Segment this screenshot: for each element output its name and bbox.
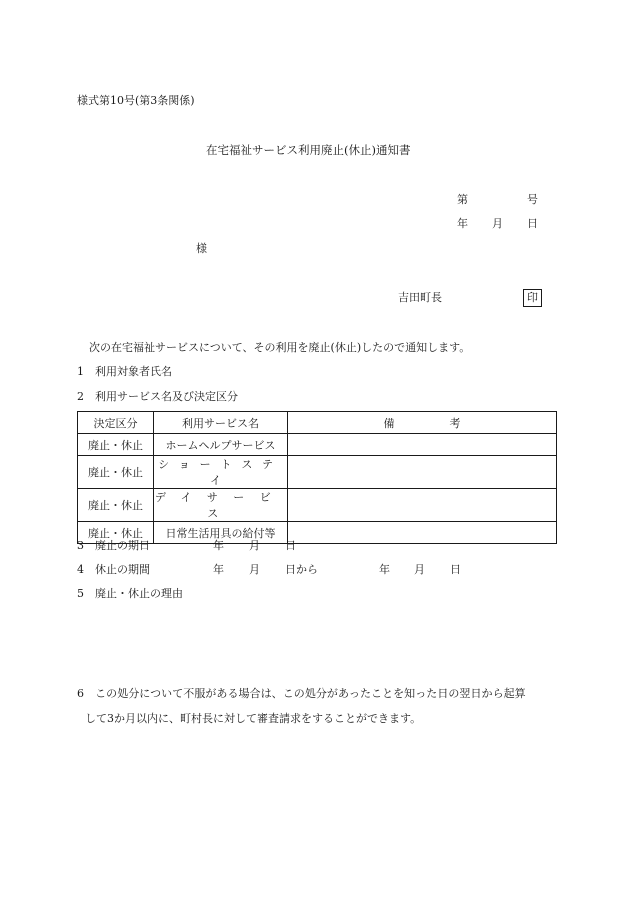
form-number: 様式第10号(第3条関係) xyxy=(77,94,195,107)
service-table xyxy=(77,411,557,544)
header-decision: 決定区分 xyxy=(78,412,154,434)
item3-year: 年 xyxy=(213,539,224,552)
cell-note xyxy=(288,456,557,489)
item4-year2: 年 xyxy=(379,563,390,576)
date-year: 年 xyxy=(457,217,468,230)
item2-label: 2 利用サービス名及び決定区分 xyxy=(77,390,238,403)
cell-decision: 廃止・休止 xyxy=(78,456,154,489)
cell-decision: 廃止・休止 xyxy=(78,489,154,522)
cell-service: ショートステイ xyxy=(154,456,288,489)
item3-month: 月 xyxy=(249,539,260,552)
seal-box: 印 xyxy=(523,289,542,307)
document-title: 在宅福祉サービス利用廃止(休止)通知書 xyxy=(206,143,411,157)
table-row xyxy=(78,456,557,489)
date-day: 日 xyxy=(527,217,538,230)
item4-day-from: 日から xyxy=(285,563,318,576)
table-row xyxy=(78,434,557,456)
table-header-row xyxy=(78,412,557,434)
item4-month2: 月 xyxy=(414,563,425,576)
doc-no-dai: 第 xyxy=(457,193,468,206)
item4-year: 年 xyxy=(213,563,224,576)
cell-note xyxy=(288,434,557,456)
item5-label: 5 廃止・休止の理由 xyxy=(77,587,183,600)
item4-label: 4 休止の期間 xyxy=(77,563,150,576)
item6-line2: して3か月以内に、町村長に対して審査請求をすることができます。 xyxy=(85,712,422,725)
cell-decision: 廃止・休止 xyxy=(78,522,154,544)
item4-month: 月 xyxy=(249,563,260,576)
date-month: 月 xyxy=(492,217,503,230)
issuer: 吉田町長 xyxy=(398,291,442,304)
header-service: 利用サービス名 xyxy=(154,412,288,434)
header-note: 備 考 xyxy=(288,412,557,434)
cell-service: 日常生活用具の給付等 xyxy=(154,522,288,544)
cell-decision: 廃止・休止 xyxy=(78,434,154,456)
cell-service: デイサービス xyxy=(154,489,288,522)
addressee-suffix: 様 xyxy=(196,242,207,255)
cell-note xyxy=(288,522,557,544)
table-row xyxy=(78,489,557,522)
cell-service: ホームヘルプサービス xyxy=(154,434,288,456)
item3-day: 日 xyxy=(285,539,296,552)
item6-line1: 6 この処分について不服がある場合は、この処分があったことを知った日の翌日から起算 xyxy=(77,687,526,700)
item4-day2: 日 xyxy=(450,563,461,576)
doc-no-go: 号 xyxy=(527,193,538,206)
intro-text: 次の在宅福祉サービスについて、その利用を廃止(休止)したので通知します。 xyxy=(89,341,471,354)
cell-note xyxy=(288,489,557,522)
item3-label: 3 廃止の期日 xyxy=(77,539,150,552)
item1-label: 1 利用対象者氏名 xyxy=(77,365,172,378)
